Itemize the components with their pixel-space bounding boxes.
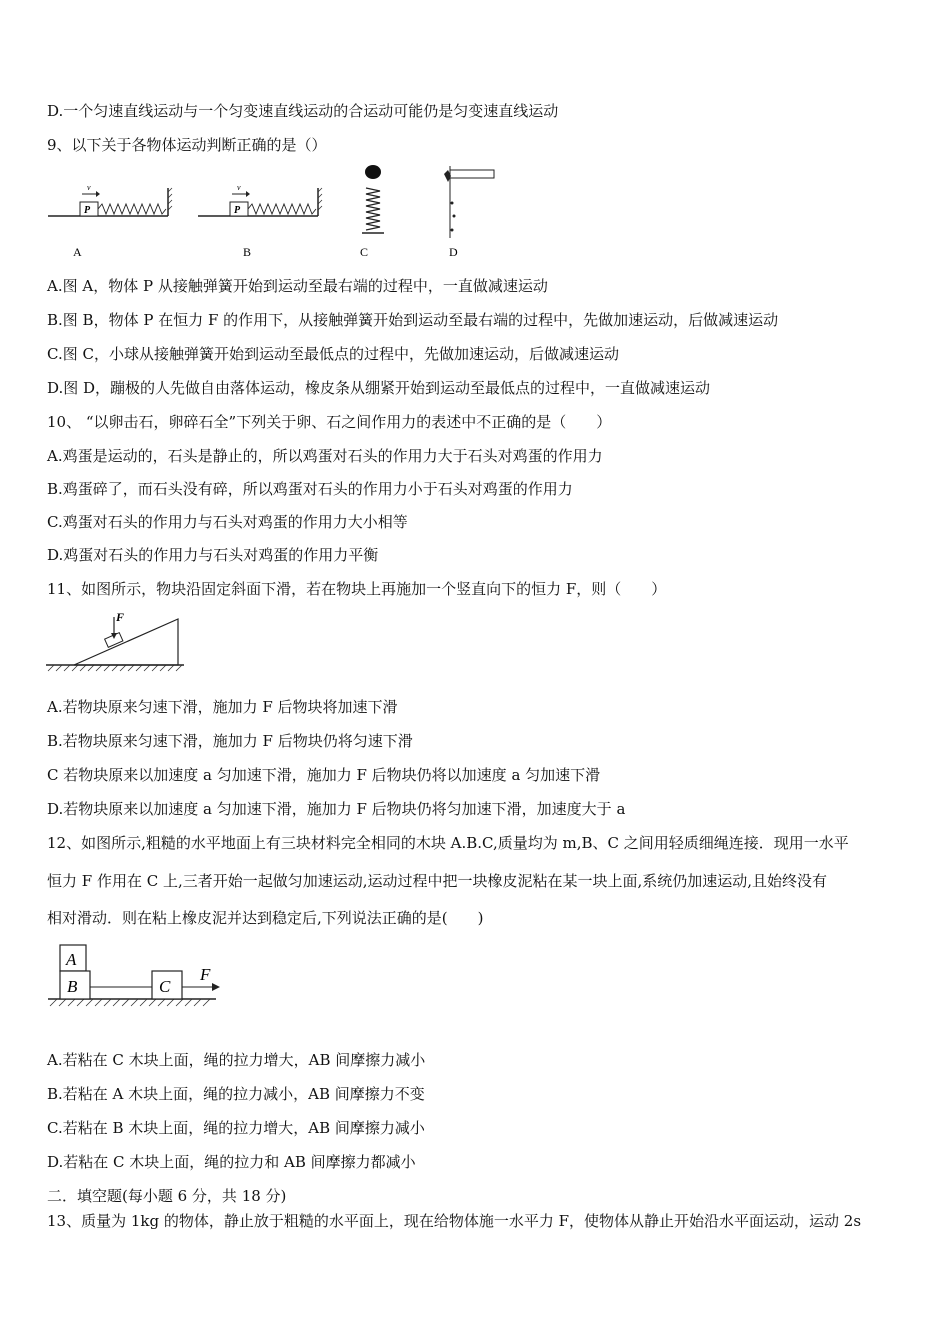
q9-figure (40, 158, 510, 268)
fig9-c (360, 165, 384, 259)
fig11-force-label: F (116, 610, 125, 624)
q11-option-c: C 若物块原来以加速度 a 匀加速下滑，施加力 F 后物块仍将以加速度 a 匀加速下滑 (47, 766, 601, 784)
fig9-b-arrow-label: v (237, 183, 241, 192)
fig9-a-arrow-label: v (87, 183, 91, 192)
q10-stem: 10、 “以卵击石，卵碎石全”下列关于卵、石之间作用力的表述中不正确的是（ ） (47, 413, 612, 431)
q12-stem-1: 12、如图所示,粗糙的水平地面上有三块材料完全相同的木块 A.B.C,质量均为 m,B、C 之间用轻质细绳连接．现用一水平 (47, 834, 849, 852)
q10-option-a: A.鸡蛋是运动的，石头是静止的，所以鸡蛋对石头的作用力大于石头对鸡蛋的作用力 (47, 447, 603, 465)
q10-option-d: D.鸡蛋对石头的作用力与石头对鸡蛋的作用力平衡 (47, 546, 379, 564)
fig9-a-block-label: P (84, 205, 91, 216)
fig12-label-c: C (159, 977, 171, 996)
q11-option-d: D.若物块原来以加速度 a 匀加速下滑，施加力 F 后物块仍将匀加速下滑，加速度大于 a (47, 800, 626, 818)
fig9-a (48, 183, 172, 259)
q10-option-c: C.鸡蛋对石头的作用力与石头对鸡蛋的作用力大小相等 (47, 513, 408, 531)
q11-stem: 11、如图所示，物块沿固定斜面下滑，若在物块上再施加一个竖直向下的恒力 F，则（ ） (47, 580, 667, 598)
fig12-label-a: A (66, 950, 77, 969)
q12-option-c: C.若粘在 B 木块上面，绳的拉力增大，AB 间摩擦力减小 (47, 1119, 425, 1137)
q8-option-d: D.一个匀速直线运动与一个匀变速直线运动的合运动可能仍是匀变速直线运动 (47, 102, 559, 120)
q12-option-b: B.若粘在 A 木块上面，绳的拉力减小，AB 间摩擦力不变 (47, 1085, 425, 1103)
q10-option-b: B.鸡蛋碎了，而石头没有碎，所以鸡蛋对石头的作用力小于石头对鸡蛋的作用力 (47, 480, 573, 498)
q9-stem: 9、以下关于各物体运动判断正确的是（） (47, 136, 327, 154)
q11-figure (44, 605, 189, 675)
fig9-label-a: A (73, 245, 82, 259)
fig12-label-b: B (67, 977, 78, 996)
q9-option-b: B.图 B，物体 P 在恒力 F 的作用下，从接触弹簧开始到运动至最右端的过程中，先做加速运动，后做减速运动 (47, 311, 779, 329)
q12-stem-3: 相对滑动．则在粘上橡皮泥并达到稳定后,下列说法正确的是( ) (47, 909, 484, 927)
q12-stem-2: 恒力 F 作用在 C 上,三者开始一起做匀加速运动,运动过程中把一块橡皮泥粘在某一块上面,系统仍加速运动,且始终没有 (47, 872, 828, 890)
q11-option-a: A.若物块原来匀速下滑，施加力 F 后物块将加速下滑 (47, 698, 398, 716)
q9-option-d: D.图 D，蹦极的人先做自由落体运动，橡皮条从绷紧开始到运动至最低点的过程中，一直做减速运动 (47, 379, 711, 397)
fig9-label-d: D (449, 245, 458, 259)
q9-option-a: A.图 A，物体 P 从接触弹簧开始到运动至最右端的过程中，一直做减速运动 (47, 277, 548, 295)
q12-option-d: D.若粘在 C 木块上面，绳的拉力和 AB 间摩擦力都减小 (47, 1153, 416, 1171)
q13-stem: 13、质量为 1kg 的物体，静止放于粗糙的水平面上，现在给物体施一水平力 F，使物体从静止开始沿水平面运动，运动 2s (47, 1212, 862, 1230)
fig12-force-label: F (200, 965, 211, 984)
fig9-d (444, 166, 494, 259)
q12-figure (46, 940, 231, 1012)
fig9-label-b: B (243, 245, 252, 259)
q11-option-b: B.若物块原来匀速下滑，施加力 F 后物块仍将匀速下滑 (47, 732, 413, 750)
section-2-heading: 二．填空题(每小题 6 分，共 18 分) (47, 1187, 287, 1205)
q12-option-a: A.若粘在 C 木块上面，绳的拉力增大，AB 间摩擦力减小 (47, 1051, 426, 1069)
q9-option-c: C.图 C，小球从接触弹簧开始到运动至最低点的过程中，先做加速运动，后做减速运动 (47, 345, 619, 363)
fig9-label-c: C (360, 245, 369, 259)
fig9-b (198, 183, 322, 259)
fig9-b-block-label: P (234, 205, 241, 216)
